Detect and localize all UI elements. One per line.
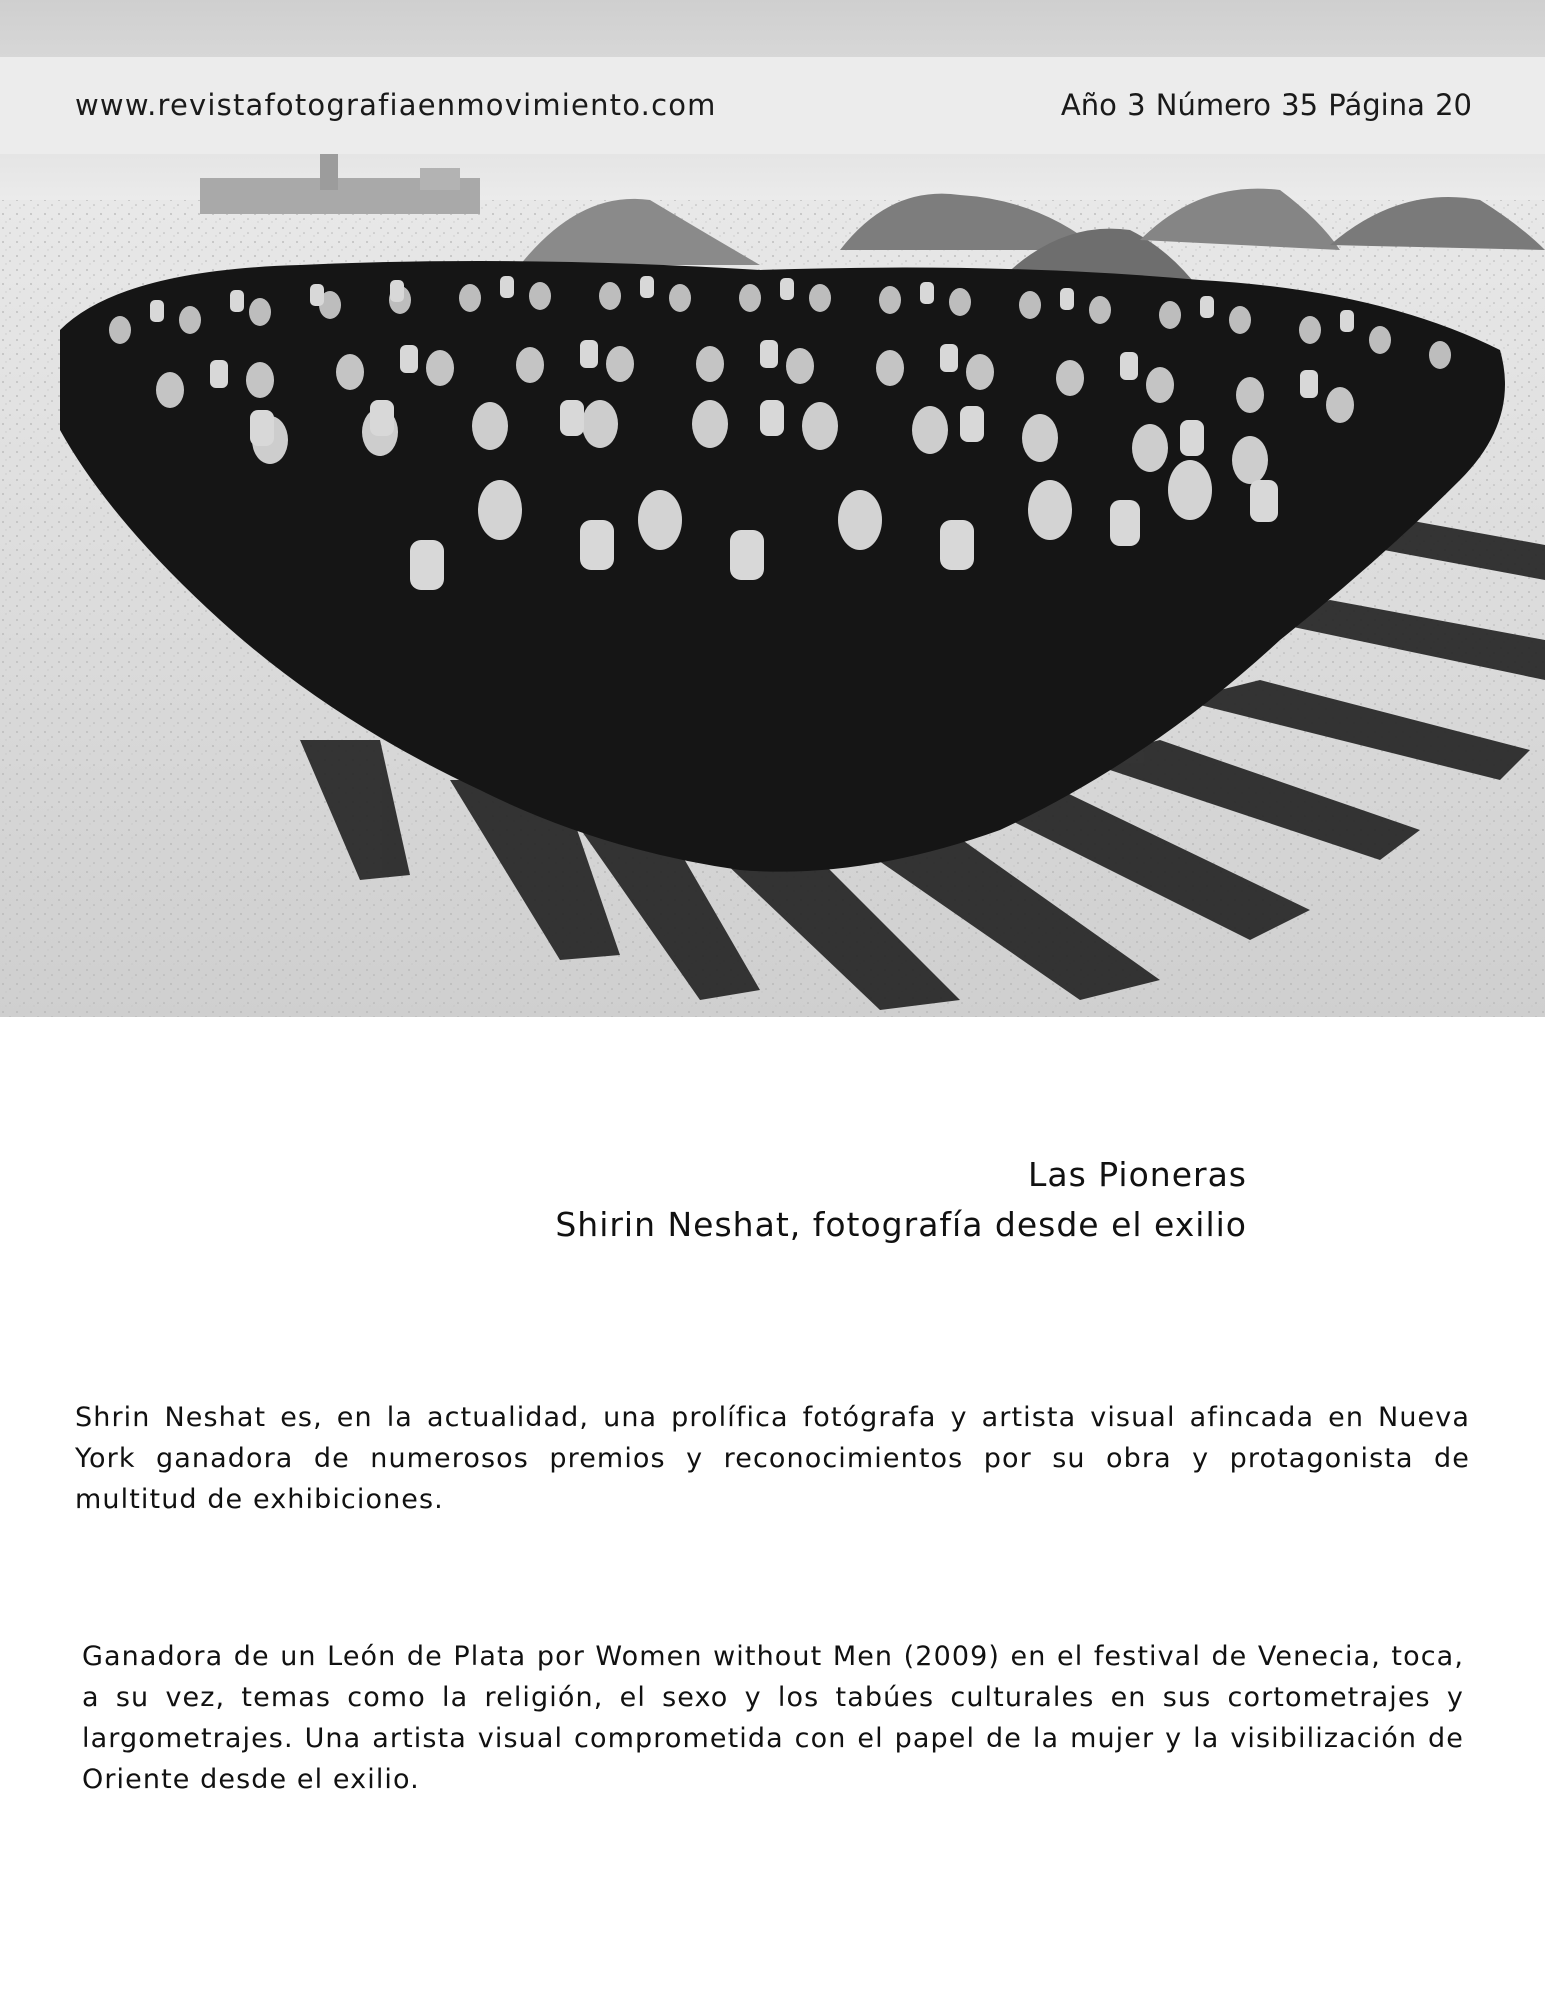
- article-paragraph: Ganadora de un León de Plata por Women without Men (2009) en el festival de Venecia, toca, a su vez, temas como la religión, el sexo y los tabúes culturales en sus cortometrajes y largometrajes. Una artista visual comprometida con el papel de la mujer y la visibilización de Oriente desde el exilio.: [82, 1641, 1464, 1795]
- article-subtitle: Shirin Neshat, fotografía desde el exilio: [555, 1205, 1247, 1244]
- article-title: Las Pioneras: [1027, 1155, 1247, 1194]
- article-paragraph: Shrin Neshat es, en la actualidad, una prolífica fotógrafa y artista visual afincada en Nueva York ganadora de numerosos premios y reconocimientos por su obra y protagonista de multitud de exhibiciones.: [75, 1402, 1470, 1515]
- site-url: www.revistafotografiaenmovimiento.com: [75, 88, 717, 122]
- article-heading: [555, 1150, 1247, 1250]
- issue-page-info: Año 3 Número 35 Página 20: [1060, 88, 1472, 122]
